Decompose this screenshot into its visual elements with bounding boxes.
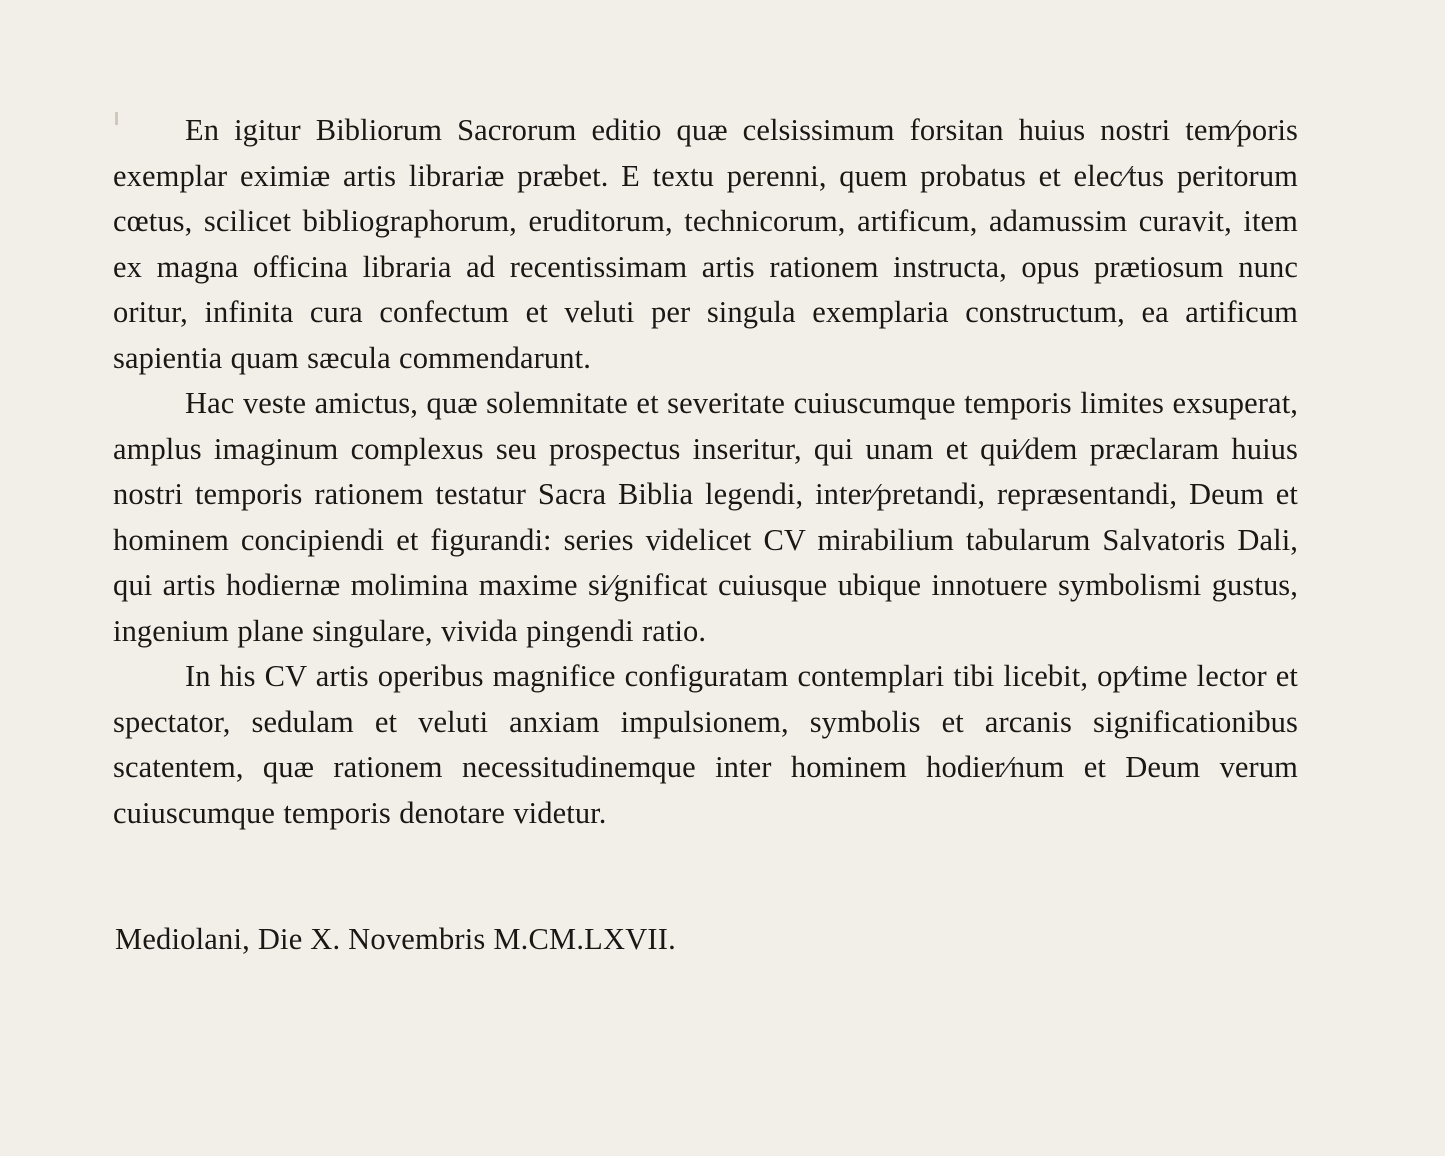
colophon-line: Mediolani, Die X. Novembris M.CM.LXVII.	[115, 922, 676, 956]
paragraph: Hac veste amictus, quæ solemnitate et severitate cuiuscumque temporis limites exsuperat, amplus imaginum complexus seu prospectus inseritur, qui unam et qui⁄dem præclaram huius nostri temporis rationem testatur Sacra Biblia legendi, inter⁄pretandi, repræsentandi, Deum et hominem concipiendi et figurandi: series videlicet CV mirabilium tabularum Salvatoris Dali, qui artis hodiernæ molimina maxime si⁄gnificat cuiusque ubique innotuere symbolismi gustus, ingenium plane singulare, vivida pingendi ratio.	[113, 386, 1298, 648]
paragraph: In his CV artis operibus magnifice configuratam contemplari tibi licebit, op⁄time lector et spectator, sedulam et veluti anxiam impulsionem, symbolis et arcanis significationibus scatentem, quæ rationem necessitudinemque inter hominem hodier⁄num et Deum verum cuiuscumque temporis denotare videtur.	[113, 659, 1298, 830]
body-text-block	[113, 108, 1298, 836]
paragraph: En igitur Bibliorum Sacrorum editio quæ celsissimum forsitan huius nostri tem⁄poris exemplar eximiæ artis librariæ præbet. E textu perenni, quem probatus et elec⁄tus peritorum cœtus, scilicet bibliographorum, eruditorum, technicorum, artificum, adamussim curavit, item ex magna officina libraria ad recentissimam artis rationem instructa, opus prætiosum nunc oritur, infinita cura confectum et veluti per singula exemplaria constructum, ea artificum sapientia quam sæcula commendarunt.	[113, 113, 1298, 375]
